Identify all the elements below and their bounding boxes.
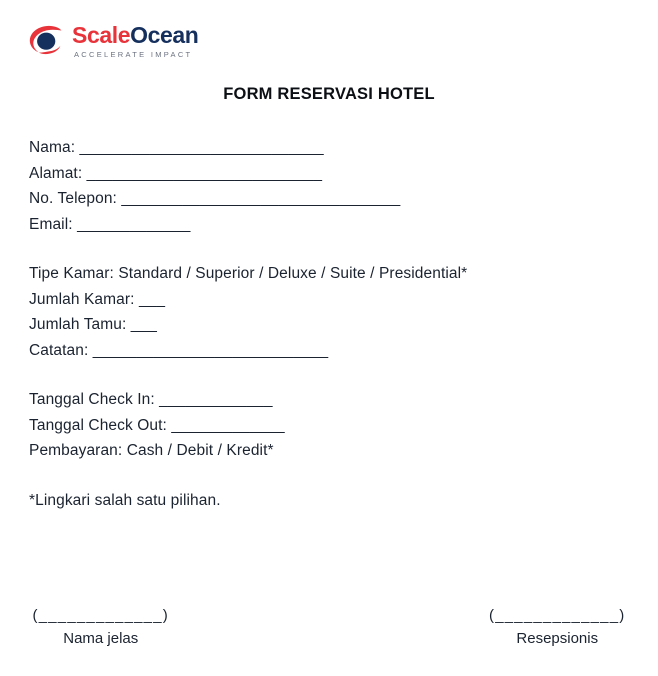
scaleocean-logo (28, 24, 198, 59)
signature-label-receptionist: Resepsionis (516, 630, 599, 647)
brand-tagline: ACCELERATE IMPACT (74, 50, 193, 59)
form-content (29, 135, 629, 513)
field-line-catatan: Catatan: ___________________________ (29, 341, 329, 359)
identity-section (29, 135, 629, 237)
field-line-email: Email: _____________ (29, 215, 191, 233)
field-line-alamat: Alamat: ___________________________ (29, 164, 323, 182)
signature-label-guest: Nama jelas (63, 630, 139, 647)
section-spacer (29, 237, 629, 261)
field-line-pembayaran: Pembayaran: Cash / Debit / Kredit* (29, 442, 274, 459)
signature-area (0, 605, 658, 651)
field-line-jumlah-kamar: Jumlah Kamar: ___ (29, 290, 166, 308)
scaleocean-logo-text (72, 24, 198, 59)
field-line-telepon: No. Telepon: ________________________________ (29, 190, 401, 207)
section-spacer (29, 464, 629, 488)
scaleocean-logo-mark-icon (28, 25, 66, 57)
booking-section (29, 261, 629, 363)
footnote: *Lingkari salah satu pilihan. (29, 491, 221, 509)
field-line-check-out: Tanggal Check Out: _____________ (29, 416, 285, 434)
field-line-jumlah-tamu: Jumlah Tamu: ___ (29, 316, 157, 333)
brand-name-ocean: Ocean (130, 22, 199, 48)
brand-name-scale: Scale (72, 22, 131, 48)
signature-block-receptionist (357, 605, 658, 651)
page-title: FORM RESERVASI HOTEL (223, 85, 435, 103)
field-line-check-in: Tanggal Check In: _____________ (29, 391, 273, 408)
field-line-tipe-kamar: Tipe Kamar: Standard / Superior / Deluxe / Suite / Presidential* (29, 265, 468, 282)
signature-rule-receptionist: (_____________) (489, 607, 626, 624)
brand-name (72, 24, 198, 47)
field-line-nama: Nama: ____________________________ (29, 139, 324, 156)
signature-block-guest (0, 605, 357, 651)
signature-rule-guest: (_____________) (32, 607, 169, 624)
section-spacer (29, 363, 629, 387)
stay-section (29, 387, 629, 464)
